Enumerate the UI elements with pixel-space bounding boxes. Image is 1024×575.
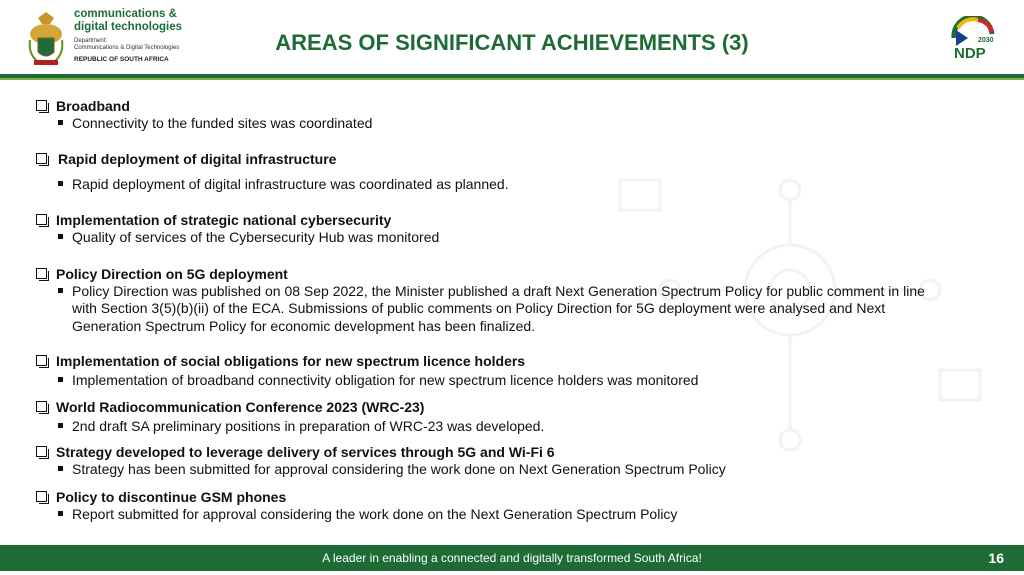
page-number: 16 [988,550,1004,566]
section-heading [36,151,936,168]
org-dept-line2: Communications & Digital Technologies [74,45,180,51]
section-heading-text: Strategy developed to leverage delivery of services through 5G and Wi-Fi 6 [56,444,555,460]
org-dept-line1: Department: [74,38,108,44]
section-heading [36,489,936,506]
bullet-item [36,283,936,336]
bullet-item [36,176,936,194]
org-name-line2: digital technologies [74,21,182,33]
bullet-text: Policy Direction was published on 08 Sep 2022, the Minister published a draft Next Generation Spectrum Policy for public comment in line with Section 3(5)(b)(ii) of the ECA. Submissions of public comments on Policy Direction for 5G deployment were analysed and Next Generation Spectrum Policy for economic development has been finalized. [72,282,925,334]
checkbox-bullet-icon [36,355,47,366]
section-5g-wifi6-strategy [36,444,936,479]
bullet-text: Quality of services of the Cybersecurity Hub was monitored [72,229,440,245]
section-cybersecurity [36,212,936,247]
square-bullet-icon [58,288,63,293]
section-social-obligations [36,353,936,390]
section-heading-text: Rapid deployment of digital infrastructure [58,150,337,167]
section-heading [36,444,936,461]
section-rapid-deployment [36,151,936,194]
square-bullet-icon [58,181,63,186]
section-heading [36,98,936,115]
slide-title: AREAS OF SIGNIFICANT ACHIEVEMENTS (3) [275,30,749,55]
checkbox-bullet-icon [36,446,47,457]
square-bullet-icon [58,377,63,382]
section-broadband [36,98,936,133]
section-heading-text: Implementation of social obligations for new spectrum licence holders [56,353,526,369]
org-country: REPUBLIC OF SOUTH AFRICA [74,56,169,63]
square-bullet-icon [58,234,63,239]
square-bullet-icon [58,120,63,125]
bullet-text: Report submitted for approval considering the work done on the Next Generation Spectrum Policy [72,505,678,522]
checkbox-bullet-icon [36,491,47,502]
section-heading [36,353,936,370]
checkbox-bullet-icon [36,100,47,111]
checkbox-bullet-icon [36,153,47,164]
ndp-year: 2030 [978,37,994,44]
section-heading-text: Broadband [56,98,130,114]
checkbox-bullet-icon [36,401,47,412]
bullet-text: Connectivity to the funded sites was coordinated [72,115,373,131]
org-name-line1: communications & [74,8,177,20]
section-heading [36,399,936,416]
square-bullet-icon [58,511,63,516]
bullet-text: Implementation of broadband connectivity obligation for new spectrum licence holders was monitored [72,372,699,388]
bullet-item [36,115,936,133]
checkbox-bullet-icon [36,268,47,279]
header-divider-accent [0,78,1024,80]
section-5g-policy [36,266,936,336]
bullet-text: Rapid deployment of digital infrastructure was coordinated as planned. [72,175,509,192]
section-gsm-discontinuation [36,489,936,524]
bullet-item [36,372,936,390]
bullet-text: Strategy has been submitted for approval considering the work done on Next Generation Spectrum Policy [72,461,726,477]
bullet-item [36,461,936,479]
slide-header [0,0,1024,74]
square-bullet-icon [58,466,63,471]
section-heading [36,266,936,283]
bullet-item [36,418,936,436]
ndp-text: NDP [954,45,986,62]
section-heading [36,212,936,229]
section-heading-text: Implementation of strategic national cybersecurity [56,212,392,228]
section-heading-text: Policy to discontinue GSM phones [56,488,287,505]
section-heading-text: World Radiocommunication Conference 2023 (WRC-23) [56,398,425,415]
bullet-item [36,506,936,524]
section-wrc-23 [36,399,936,436]
checkbox-bullet-icon [36,214,47,225]
section-heading-text: Policy Direction on 5G deployment [56,265,288,282]
achievements-list [36,98,936,523]
square-bullet-icon [58,423,63,428]
footer-tagline: A leader in enabling a connected and digitally transformed South Africa! [322,551,702,565]
slide-footer [0,545,1024,571]
ndp-2030-logo [948,16,998,62]
bullet-text: 2nd draft SA preliminary positions in preparation of WRC-23 was developed. [72,417,545,434]
bullet-item [36,229,936,247]
